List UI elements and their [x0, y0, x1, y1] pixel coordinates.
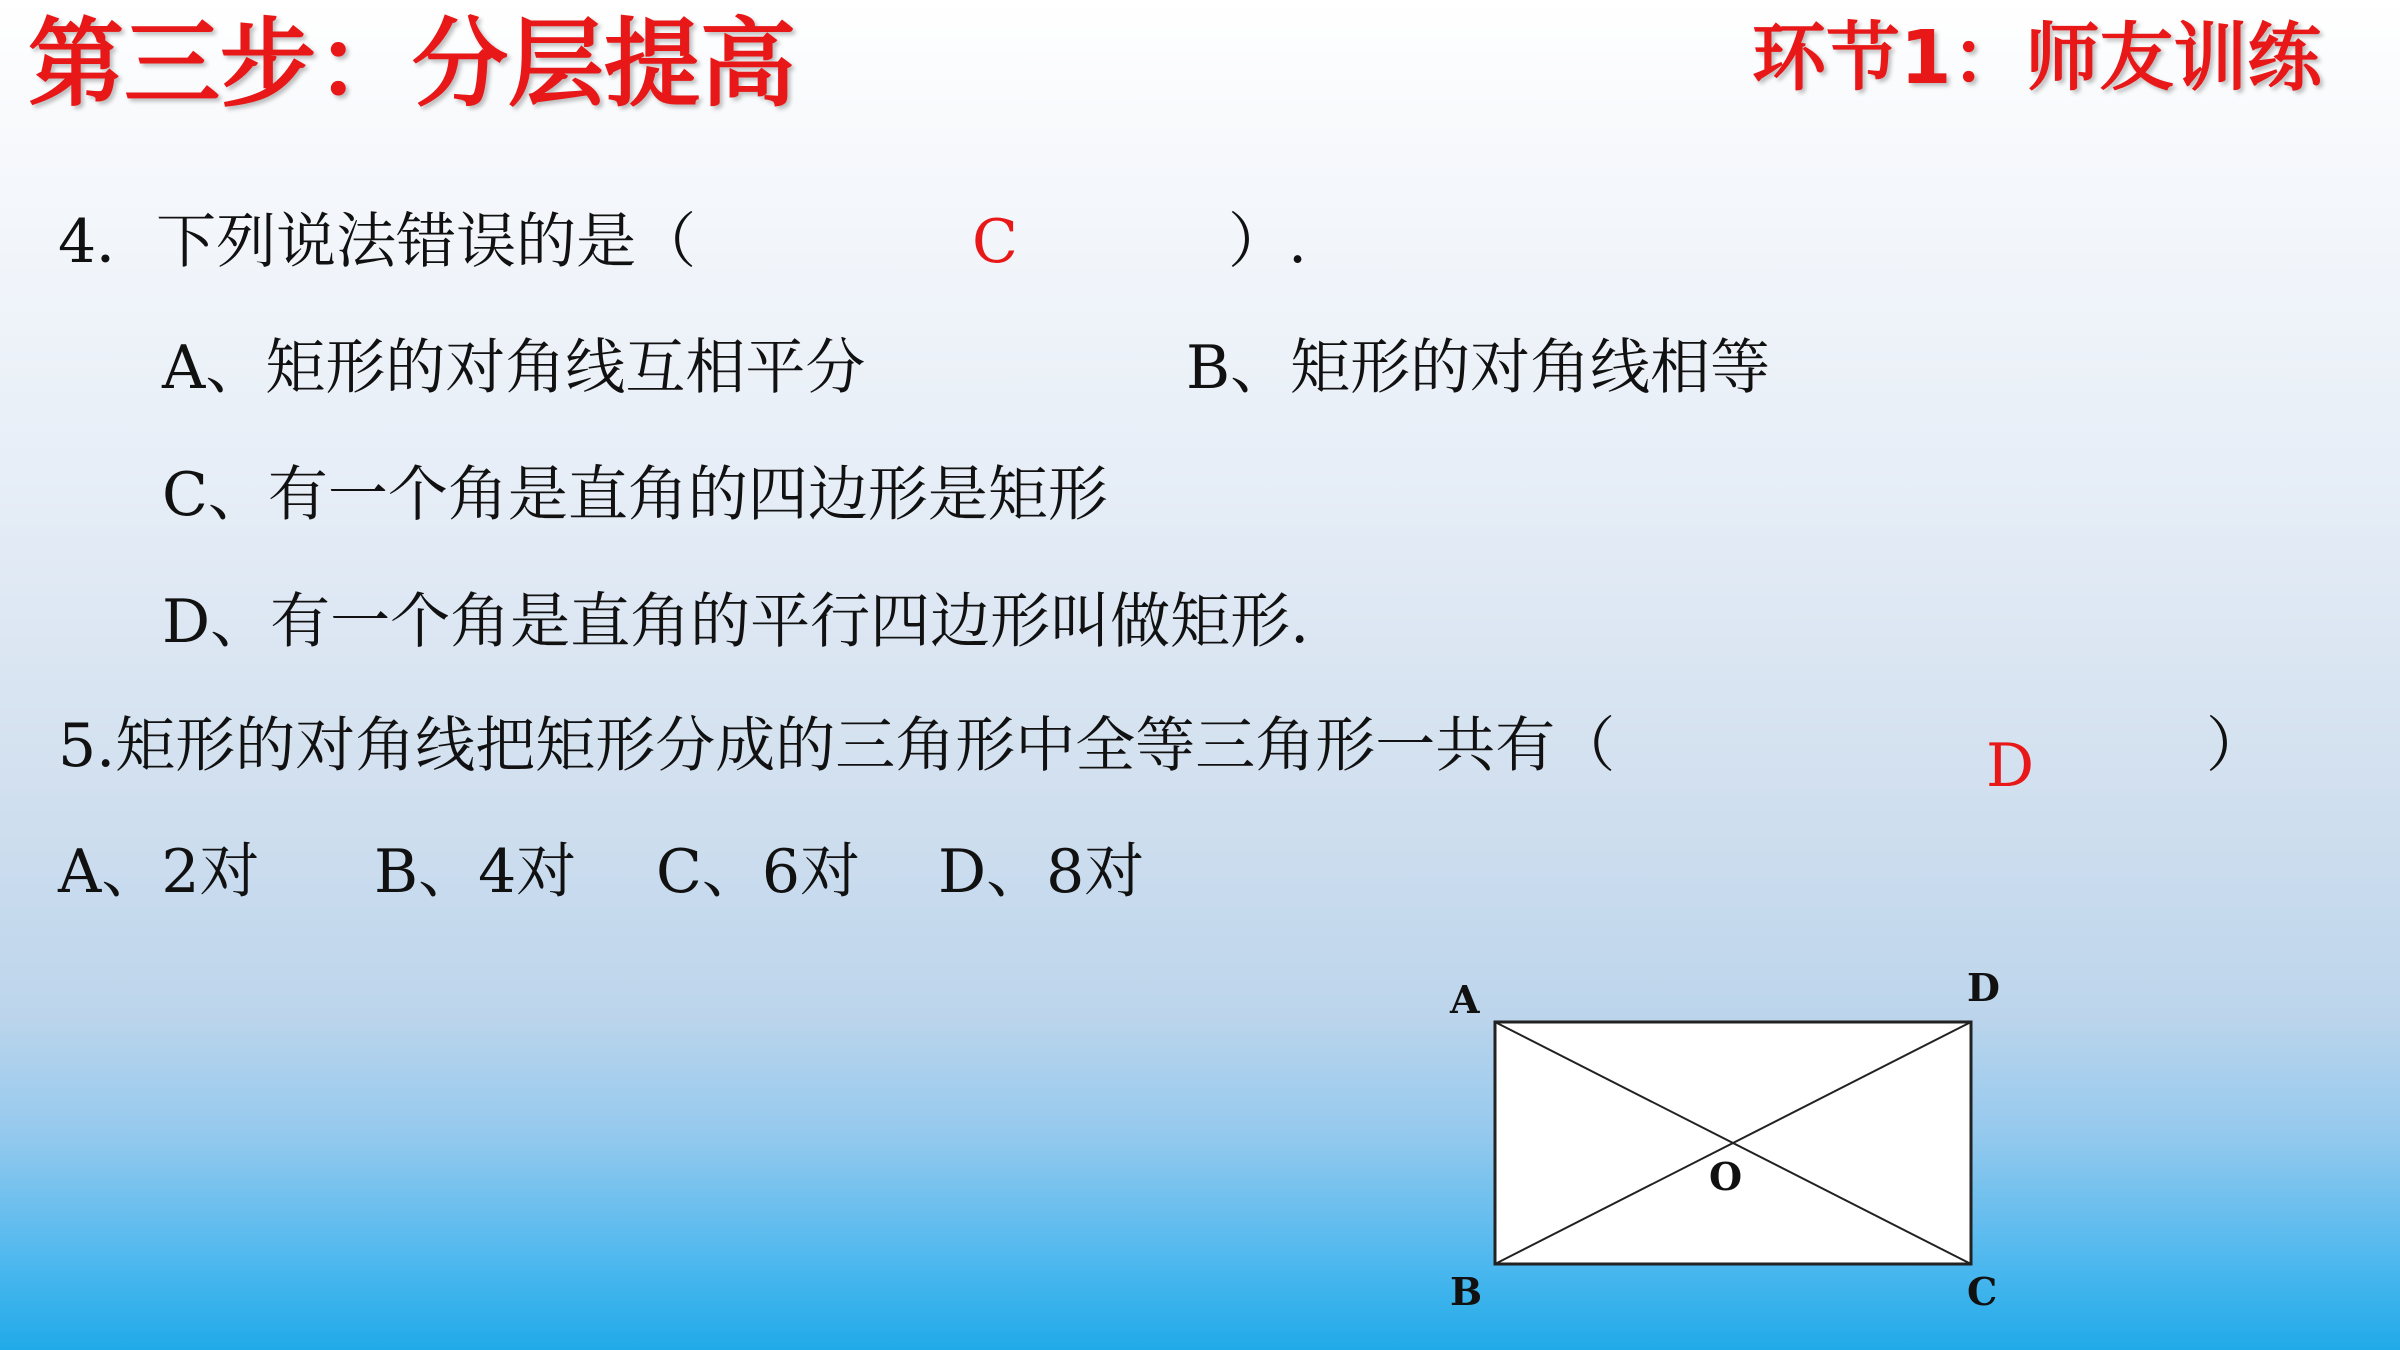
q5-stem-close: ） — [2206, 711, 2266, 781]
vertex-label-a: A — [1450, 977, 1480, 1022]
vertex-label-c: C — [1967, 1269, 1998, 1314]
vertex-label-d: D — [1967, 965, 2000, 1010]
q4-answer: C — [972, 207, 1018, 277]
q5-option-c: C、6对 — [656, 837, 861, 907]
center-label-o: O — [1709, 1154, 1743, 1199]
q4-option-c: C、有一个角是直角的四边形是矩形 — [162, 460, 1108, 530]
q4-stem-close: ）. — [1228, 207, 1308, 277]
rectangle-diagram — [1430, 965, 2050, 1330]
page-title: 第三步：分层提高 — [28, 8, 796, 120]
q4-option-a: A、矩形的对角线互相平分 — [162, 333, 866, 403]
q5-stem-open: 5.矩形的对角线把矩形分成的三角形中全等三角形一共有（ — [58, 711, 1616, 781]
vertex-label-b: B — [1450, 1269, 1483, 1314]
q5-option-d: D、8对 — [938, 837, 1145, 907]
q5-option-b: B、4对 — [374, 837, 577, 907]
q4-option-d: D、有一个角是直角的平行四边形叫做矩形. — [162, 587, 1310, 657]
q4-option-b: B、矩形的对角线相等 — [1186, 333, 1771, 403]
section-title: 环节1：师友训练 — [1752, 15, 2322, 101]
q4-stem-open: 4．下列说法错误的是（ — [58, 207, 697, 277]
q5-option-a: A、2对 — [58, 837, 260, 907]
q5-answer: D — [1986, 731, 2035, 801]
